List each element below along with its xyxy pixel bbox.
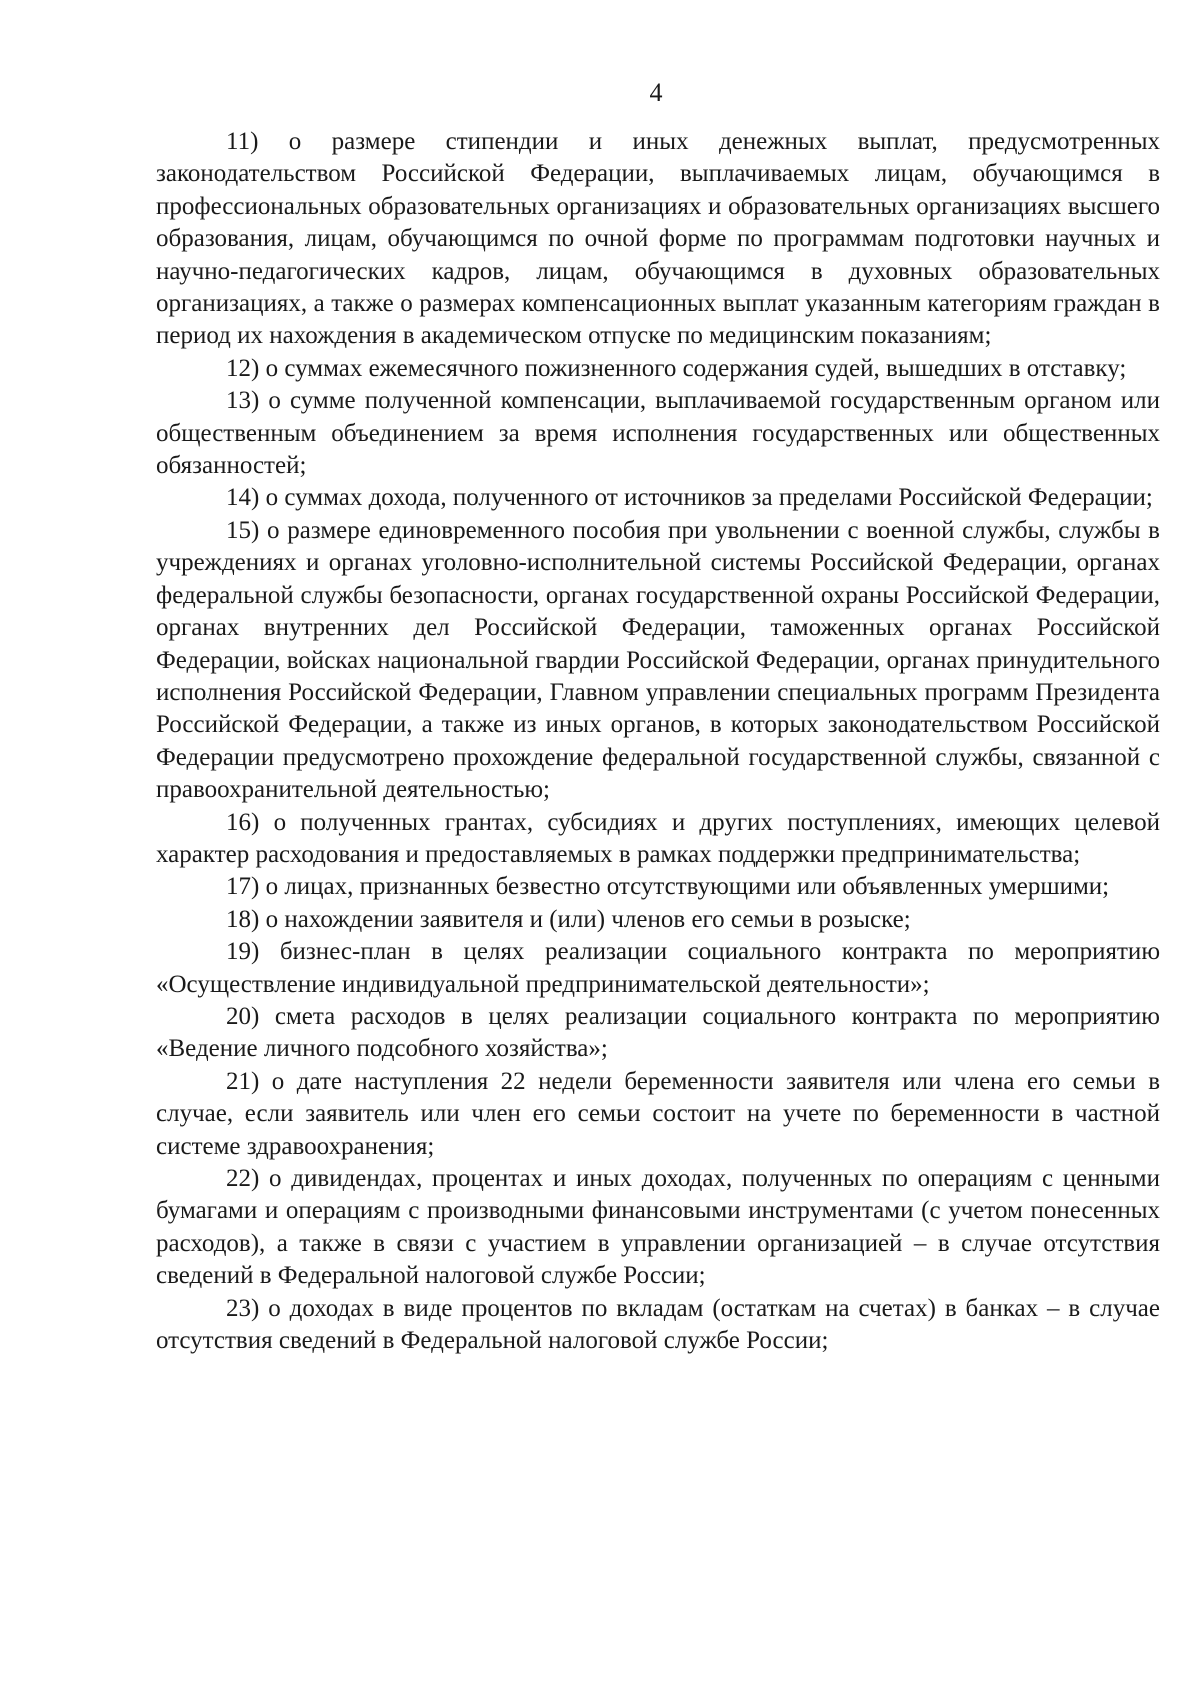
list-item-19: 19) бизнес-план в целях реализации социального контракта по мероприятию «Осуществление индивидуальной предпринимательской деятельности»; (156, 938, 1160, 998)
list-item-16: 16) о полученных грантах, субсидиях и других поступлениях, имеющих целевой характер расходования и предоставляемых в рамках поддержки предпринимательства; (156, 808, 1160, 868)
list-item-22: 22) о дивидендах, процентах и иных доходах, полученных по операциям с ценными бумагами и операциям с производными финансовыми инструментами (с учетом понесенных расходов), а также в связи с участием в управлении организацией – в случае отсутствия сведений в Федеральной налоговой службе России; (156, 1165, 1160, 1290)
list-item-20: 20) смета расходов в целях реализации социального контракта по мероприятию «Ведение личного подсобного хозяйства»; (156, 1002, 1160, 1063)
list-item-23: 23) о доходах в виде процентов по вкладам (остаткам на счетах) в банках – в случае отсутствия сведений в Федеральной налоговой службе России; (156, 1294, 1160, 1355)
page-number: 4 (649, 78, 663, 107)
list-item-11: 11) о размере стипендии и иных денежных выплат, предусмотренных законодательством Российской Федерации, выплачиваемых лицам, обучающимся в профессиональных образовательных организациях и образовательных организациях высшего образования, лицам, обучающимся по очной форме по программам подготовки научных и научно-педагогических кадров, лицам, обучающимся в духовных образовательных организациях, а также о размерах компенсационных выплат указанным категориям граждан в период их нахождения в академическом отпуске по медицинским показаниям; (156, 128, 1160, 350)
list-item-12: 12) о суммах ежемесячного пожизненного содержания судей, вышедших в отставку; (226, 354, 1127, 382)
list-item-14: 14) о суммах дохода, полученного от источников за пределами Российской Федерации; (226, 484, 1153, 512)
list-item-17: 17) о лицах, признанных безвестно отсутствующими или объявленных умершими; (226, 873, 1110, 901)
list-item-13: 13) о сумме полученной компенсации, выплачиваемой государственным органом или общественным объединением за время исполнения государственных или общественных обязанностей; (156, 387, 1160, 480)
list-item-15: 15) о размере единовременного пособия при увольнении с военной службы, службы в учреждениях и органах уголовно-исполнительной системы Российской Федерации, органах федеральной службы безопасности, органах государственной охраны Российской Федерации, органах внутренних дел Российской Федерации, таможенных органах Российской Федерации, войсках национальной гвардии Российской Федерации, органах принудительного исполнения Российской Федерации, Главном управлении специальных программ Президента Российской Федерации, а также из иных органов, в которых законодательством Российской Федерации предусмотрено прохождение федеральной государственной службы, связанной с правоохранительной деятельностью; (156, 516, 1160, 804)
list-item-18: 18) о нахождении заявителя и (или) членов его семьи в розыске; (226, 905, 911, 933)
document-body (156, 126, 1160, 1357)
list-item-21: 21) о дате наступления 22 недели беременности заявителя или члена его семьи в случае, если заявитель или член его семьи состоит на учете по беременности в частной системе здравоохранения; (156, 1067, 1160, 1160)
